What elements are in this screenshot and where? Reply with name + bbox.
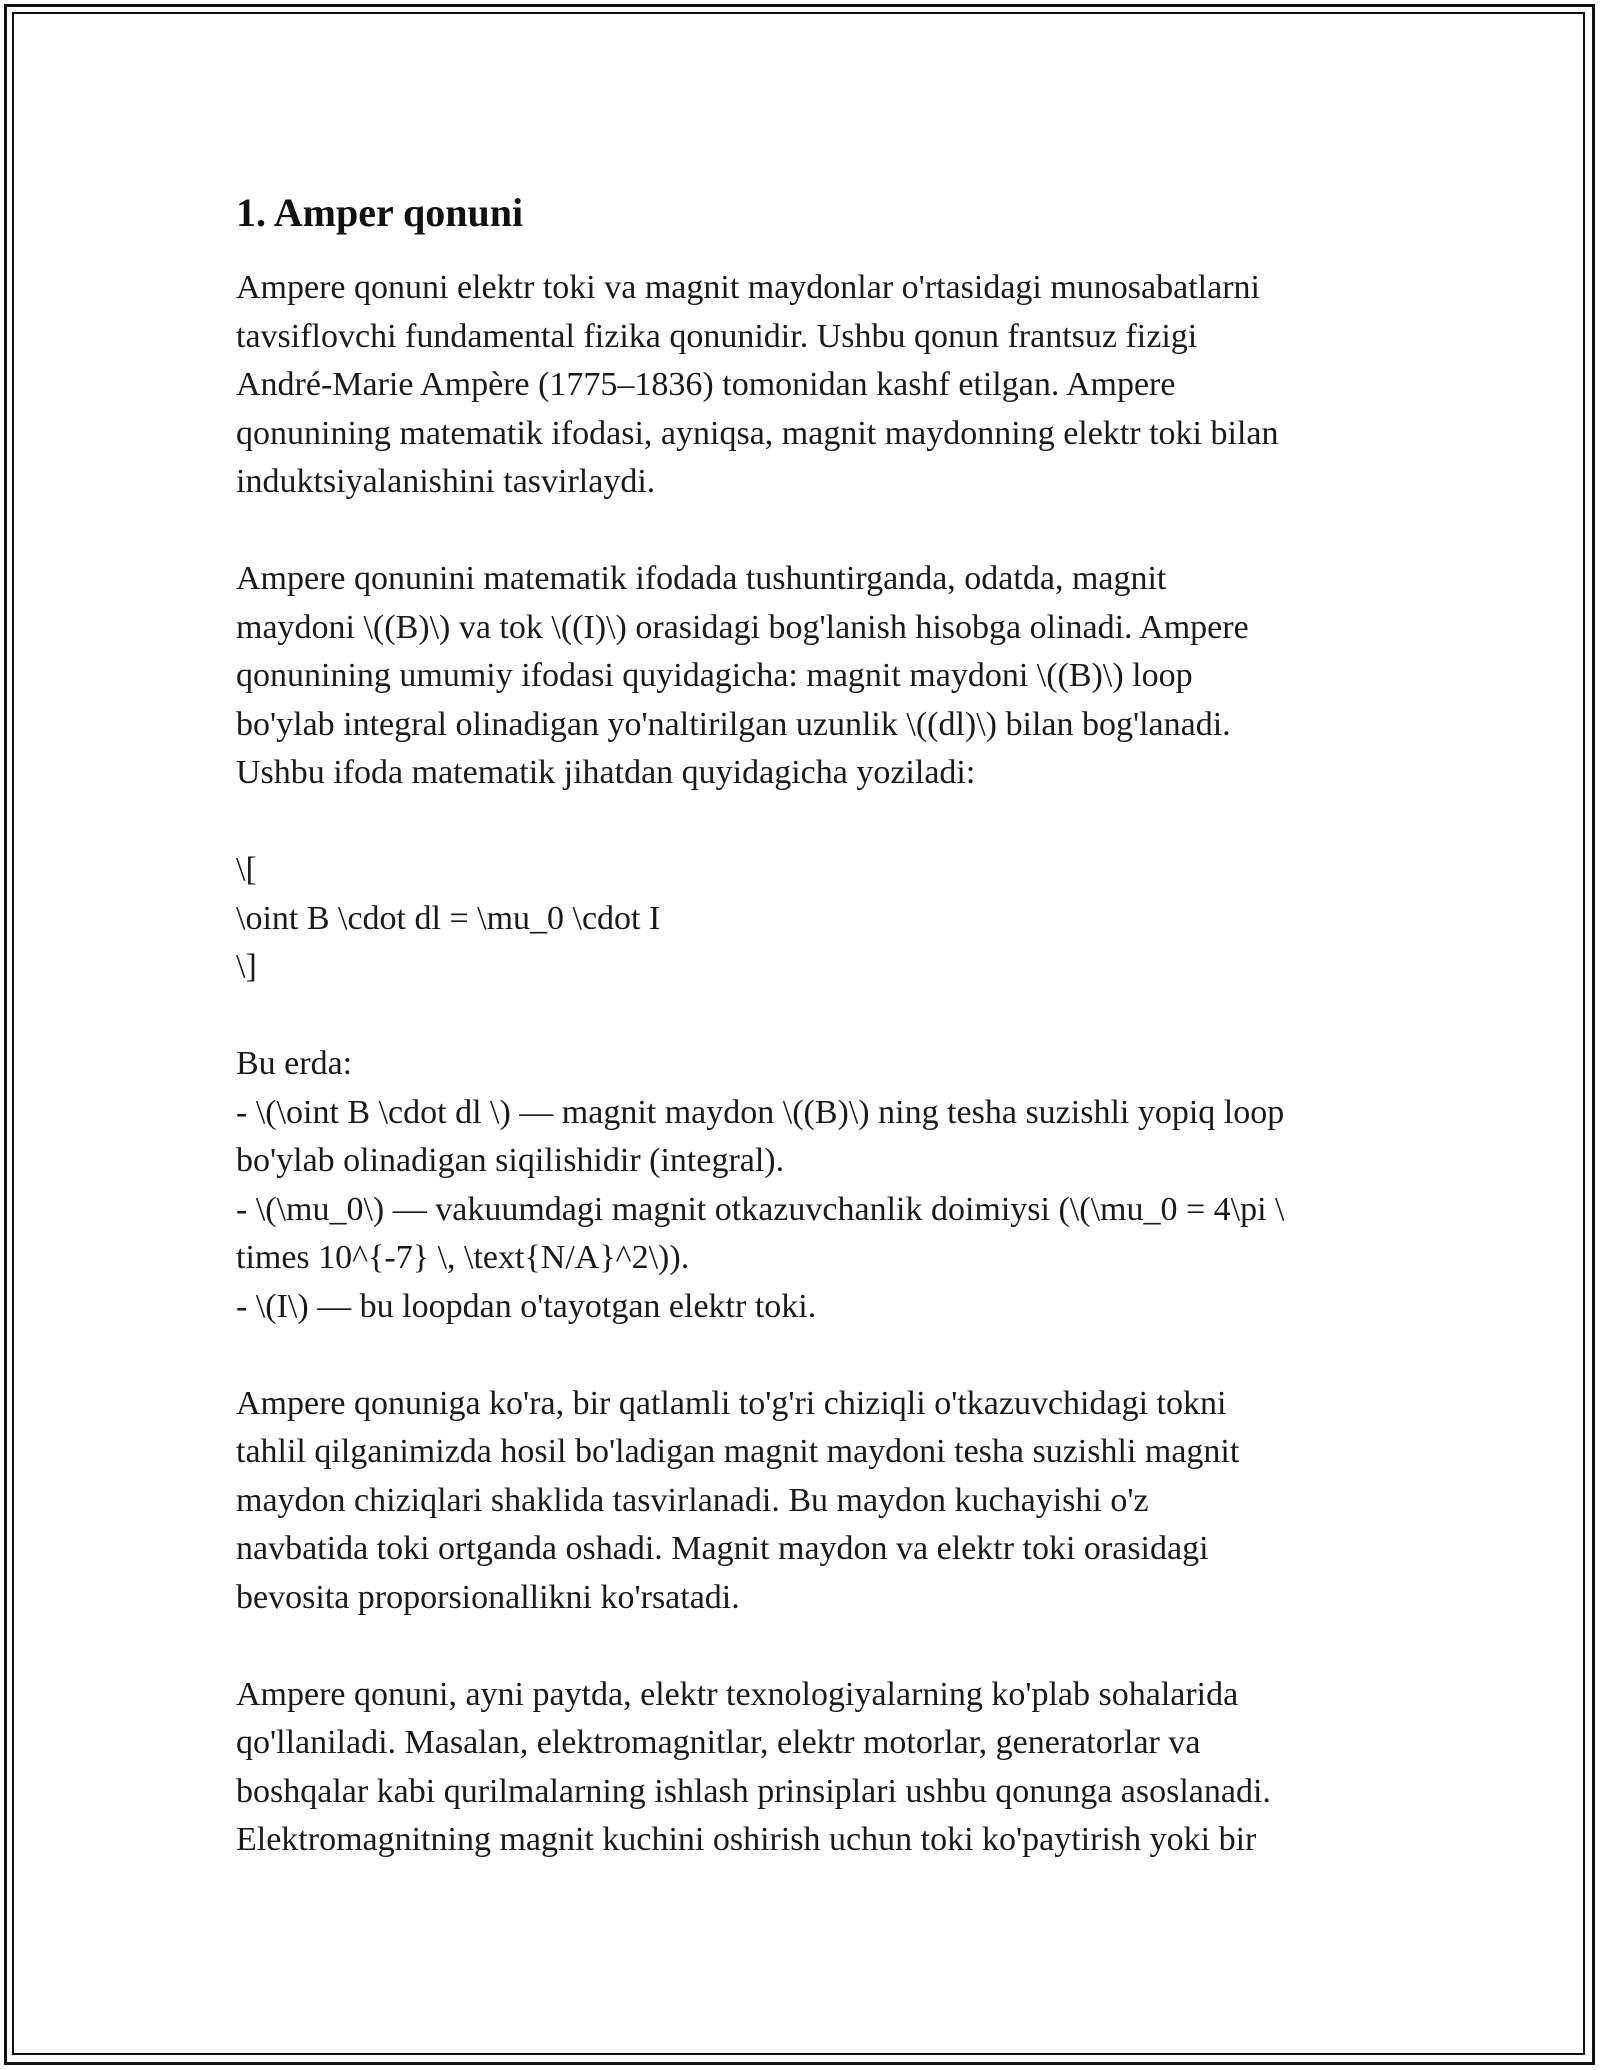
definition-item: - \(\mu_0\) — vakuumdagi magnit otkazuvchanlik doimiysi (\(\mu_0 = 4\pi \ [236, 1190, 1285, 1228]
text-line: Bu erda: [236, 1045, 353, 1082]
text-line: boshqalar kabi qurilmalarning ishlash prinsiplari ushbu qonunga asoslanadi. [236, 1772, 1271, 1810]
text-line: Ampere qonuni elektr toki va magnit maydonlar o'rtasidagi munosabatlarni [236, 269, 1260, 306]
text-line: André-Marie Ampère (1775–1836) tomonidan kashf etilgan. Ampere [236, 366, 1176, 403]
text-line: Ampere qonuniga ko'ra, bir qatlamli to'g'ri chiziqli o'tkazuvchidagi tokni [236, 1384, 1227, 1422]
definition-item: - \(I\) — bu loopdan o'tayotgan elektr toki. [236, 1287, 817, 1325]
formula-block [236, 846, 1376, 992]
text-line: maydoni \((B)\) va tok \((I)\) orasidagi bog'lanish hisobga olinadi. Ampere [236, 608, 1249, 646]
text-line: qonunining umumiy ifodasi quyidagicha: magnit maydoni \((B)\) loop [236, 657, 1193, 694]
section-heading: 1. Amper qonuni [236, 190, 524, 235]
text-line: Ampere qonuni, ayni paytda, elektr texnologiyalarning ko'plab sohalarida [236, 1675, 1239, 1713]
paragraph-intro [236, 264, 1376, 507]
text-line: Ampere qonunini matematik ifodada tushuntirganda, odatda, magnit [236, 560, 1167, 597]
text-line: tahlil qilganimizda hosil bo'ladigan magnit maydoni tesha suzishli magnit [236, 1433, 1240, 1470]
text-line: bo'ylab olinadigan siqilishidir (integral). [236, 1142, 785, 1179]
paragraph-field-lines [236, 1380, 1376, 1623]
text-line: bo'ylab integral olinadigan yo'naltirilgan uzunlik \((dl)\) bilan bog'lanadi. [236, 705, 1231, 743]
formula-line: \oint B \cdot dl = \mu_0 \cdot I [236, 899, 661, 937]
text-line: times 10^{-7} \, \text{N/A}^2\)). [236, 1239, 690, 1276]
paragraph-explanation [236, 555, 1376, 798]
definition-item: - \(\oint B \cdot dl \) — magnit maydon \((B)\) ning tesha suzishli yopiq loop [236, 1093, 1285, 1131]
text-line: maydon chiziqlari shaklida tasvirlanadi. Bu maydon kuchayishi o'z [236, 1481, 1149, 1519]
text-line: Elektromagnitning magnit kuchini oshirish uchun toki ko'paytirish yoki bir [236, 1821, 1257, 1858]
text-line: qo'llaniladi. Masalan, elektromagnitlar, elektr motorlar, generatorlar va [236, 1724, 1201, 1761]
text-line: navbatida toki ortganda oshadi. Magnit maydon va elektr toki orasidagi [236, 1530, 1209, 1567]
text-line: Ushbu ifoda matematik jihatdan quyidagicha yoziladi: [236, 754, 976, 791]
text-line: qonunining matematik ifodasi, ayniqsa, magnit maydonning elektr toki bilan [236, 414, 1279, 452]
paragraph-definitions [236, 1040, 1376, 1331]
text-line: tavsiflovchi fundamental fizika qonunidir. Ushbu qonun frantsuz fizigi [236, 317, 1198, 355]
formula-line: \] [236, 948, 257, 985]
text-line: induktsiyalanishini tasvirlaydi. [236, 463, 656, 500]
paragraph-applications [236, 1671, 1376, 1865]
document-page [236, 186, 1376, 1913]
formula-line: \[ [236, 851, 257, 888]
text-line: bevosita proporsionallikni ko'rsatadi. [236, 1578, 740, 1616]
